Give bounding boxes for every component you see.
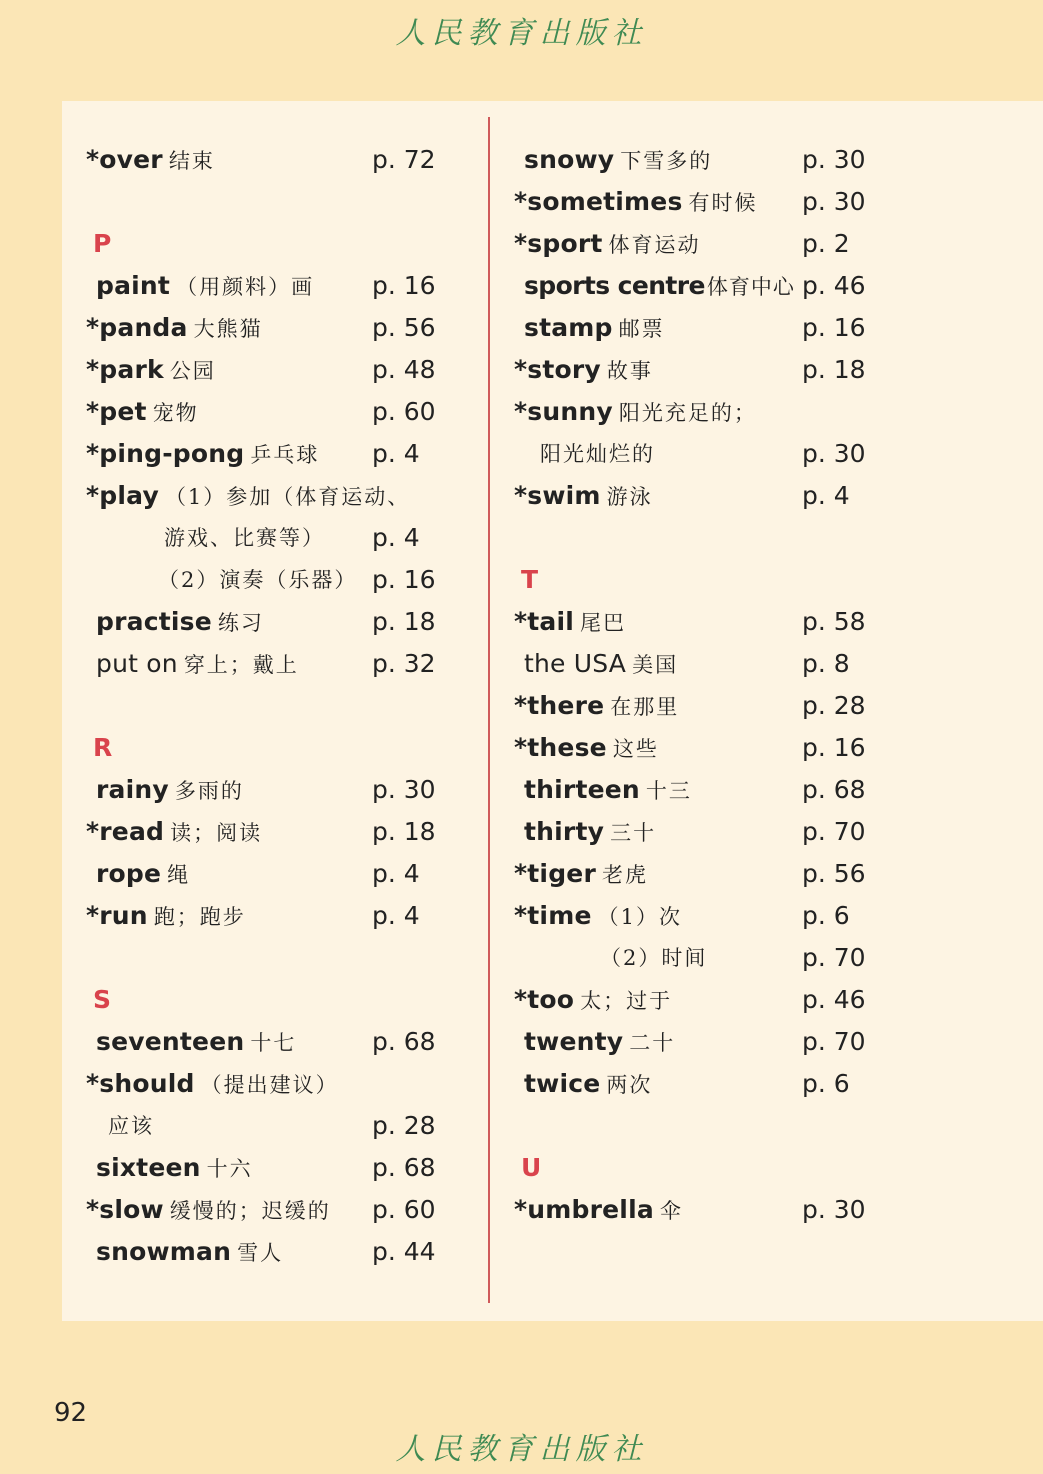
section-gap	[514, 1105, 874, 1147]
entry-translation: 老虎	[601, 863, 648, 887]
entry-page: p. 60	[372, 1195, 436, 1224]
entry-sixteen	[86, 1147, 476, 1189]
entry-word: *story	[514, 355, 601, 384]
entry-page: p. 4	[372, 439, 420, 468]
entry-translation: 结束	[168, 149, 215, 173]
entry-translation: 游戏、比赛等）	[164, 526, 325, 550]
entry-seventeen	[86, 1021, 476, 1063]
entry-practise	[86, 601, 476, 643]
entry-page: p. 18	[372, 607, 436, 636]
section-gap	[86, 937, 476, 979]
section-heading-t	[514, 559, 874, 601]
entry-sport	[514, 223, 874, 265]
section-heading-r	[86, 727, 476, 769]
entry-word: seventeen	[96, 1027, 245, 1056]
entry-page: p. 18	[372, 817, 436, 846]
entry-page: p. 46	[802, 271, 866, 300]
glossary-column-left	[86, 139, 476, 1273]
publisher-logo-top: 人民教育出版社	[395, 16, 648, 51]
entry-page: p. 16	[372, 565, 436, 594]
entry-translation: 跑；跑步	[153, 905, 246, 929]
entry-translation: 阳光灿烂的	[540, 442, 655, 466]
entry-translation: 阳光充足的；	[618, 401, 757, 425]
entry-page: p. 8	[802, 649, 850, 678]
entry-word: sixteen	[96, 1153, 201, 1182]
entry-rope	[86, 853, 476, 895]
entry-translation: 下雪多的	[620, 149, 713, 173]
entry-word: *read	[86, 817, 165, 846]
entry-word: *play	[86, 481, 159, 510]
entry-word: *umbrella	[514, 1195, 654, 1224]
entry-page: p. 30	[802, 187, 866, 216]
entry-translation: 有时候	[688, 191, 758, 215]
entry-page: p. 28	[372, 1111, 436, 1140]
entry-thirty	[514, 811, 874, 853]
entry-umbrella	[514, 1189, 874, 1231]
entry-slow	[86, 1189, 476, 1231]
entry-word: *pet	[86, 397, 147, 426]
entry-page: p. 72	[372, 145, 436, 174]
section-gap	[86, 685, 476, 727]
entry-time-sense-2	[514, 937, 874, 979]
entry-word: paint	[96, 271, 171, 300]
entry-there	[514, 685, 874, 727]
entry-sports-centre	[514, 265, 874, 307]
entry-word: snowy	[524, 145, 615, 174]
entry-page: p. 46	[802, 985, 866, 1014]
entry-translation: 十六	[206, 1157, 253, 1181]
entry-word: *sunny	[514, 397, 613, 426]
entry-translation: 游泳	[606, 485, 653, 509]
entry-word: twice	[524, 1069, 601, 1098]
entry-twice	[514, 1063, 874, 1105]
entry-the-usa	[514, 643, 874, 685]
entry-page: p. 56	[372, 313, 436, 342]
entry-over	[86, 139, 476, 181]
entry-translation: 十三	[645, 779, 692, 803]
entry-word: practise	[96, 607, 212, 636]
entry-tail	[514, 601, 874, 643]
entry-page: p. 70	[802, 1027, 866, 1056]
entry-page: p. 48	[372, 355, 436, 384]
entry-page: p. 4	[802, 481, 850, 510]
entry-translation: 尾巴	[580, 611, 627, 635]
entry-word: *should	[86, 1069, 195, 1098]
entry-page: p. 70	[802, 817, 866, 846]
entry-translation: 故事	[606, 359, 653, 383]
entry-translation: 宠物	[152, 401, 199, 425]
section-heading-u	[514, 1147, 874, 1189]
entry-page: p. 30	[802, 1195, 866, 1224]
entry-page: p. 68	[372, 1027, 436, 1056]
entry-word: thirteen	[524, 775, 640, 804]
entry-page: p. 28	[802, 691, 866, 720]
section-gap	[86, 181, 476, 223]
entry-translation: 十七	[250, 1031, 297, 1055]
entry-word: *sport	[514, 229, 603, 258]
entry-word: *park	[86, 355, 164, 384]
entry-translation: 二十	[629, 1031, 676, 1055]
entry-word: rainy	[96, 775, 169, 804]
entry-page: p. 32	[372, 649, 436, 678]
entry-play	[86, 475, 476, 517]
entry-page: p. 16	[372, 271, 436, 300]
column-divider	[488, 117, 490, 1303]
entry-word: snowman	[96, 1237, 232, 1266]
entry-translation: （2）时间	[600, 946, 708, 970]
entry-page: p. 4	[372, 523, 420, 552]
entry-translation: 伞	[659, 1199, 683, 1223]
entry-word: put on	[96, 649, 178, 678]
entry-translation: 这些	[612, 737, 659, 761]
entry-park	[86, 349, 476, 391]
entry-snowman	[86, 1231, 476, 1273]
entry-swim	[514, 475, 874, 517]
entry-translation: 体育中心	[706, 275, 795, 299]
entry-page: p. 30	[802, 439, 866, 468]
entry-read	[86, 811, 476, 853]
section-letter: U	[521, 1153, 542, 1182]
entry-snowy	[514, 139, 874, 181]
entry-translation: 多雨的	[174, 779, 244, 803]
entry-word: *sometimes	[514, 187, 683, 216]
entry-page: p. 16	[802, 733, 866, 762]
entry-page: p. 56	[802, 859, 866, 888]
entry-page: p. 30	[372, 775, 436, 804]
entry-thirteen	[514, 769, 874, 811]
entry-translation: 练习	[217, 611, 264, 635]
entry-translation: （1）参加（体育运动、	[164, 485, 411, 509]
entry-rainy	[86, 769, 476, 811]
entry-translation: 缓慢的；迟缓的	[169, 1199, 331, 1223]
entry-word: twenty	[524, 1027, 624, 1056]
entry-too	[514, 979, 874, 1021]
entry-twenty	[514, 1021, 874, 1063]
entry-word: *there	[514, 691, 605, 720]
entry-sunny-continued	[514, 433, 874, 475]
entry-panda	[86, 307, 476, 349]
entry-page: p. 2	[802, 229, 850, 258]
section-letter: P	[93, 229, 112, 258]
entry-word: *tiger	[514, 859, 596, 888]
entry-ping-pong	[86, 433, 476, 475]
entry-page: p. 30	[802, 145, 866, 174]
entry-play-sense-2	[86, 559, 476, 601]
publisher-logo-bottom: 人民教育出版社	[395, 1432, 648, 1467]
entry-translation: （提出建议）	[200, 1073, 339, 1097]
entry-word: the USA	[524, 649, 627, 678]
glossary-column-right	[514, 139, 874, 1231]
entry-put-on	[86, 643, 476, 685]
entry-translation: 绳	[167, 863, 191, 887]
entry-page: p. 44	[372, 1237, 436, 1266]
entry-word: *these	[514, 733, 607, 762]
entry-sometimes	[514, 181, 874, 223]
entry-tiger	[514, 853, 874, 895]
section-heading-s	[86, 979, 476, 1021]
entry-word: *swim	[514, 481, 601, 510]
entry-translation: 三十	[610, 821, 657, 845]
entry-word: *over	[86, 145, 163, 174]
entry-translation: 穿上；戴上	[183, 653, 299, 677]
entry-translation: （2）演奏（乐器）	[158, 568, 358, 592]
entry-word: *run	[86, 901, 148, 930]
entry-page: p. 6	[802, 1069, 850, 1098]
entry-word: *time	[514, 901, 592, 930]
entry-page: p. 70	[802, 943, 866, 972]
entry-sunny	[514, 391, 874, 433]
section-letter: R	[93, 733, 113, 762]
entry-word: *slow	[86, 1195, 164, 1224]
entry-translation: 公园	[169, 359, 216, 383]
entry-page: p. 6	[802, 901, 850, 930]
entry-page: p. 58	[802, 607, 866, 636]
entry-translation: 体育运动	[608, 233, 701, 257]
entry-these	[514, 727, 874, 769]
entry-page: p. 68	[372, 1153, 436, 1182]
entry-should	[86, 1063, 476, 1105]
entry-translation: 大熊猫	[193, 317, 263, 341]
entry-stamp	[514, 307, 874, 349]
section-letter: S	[93, 985, 112, 1014]
entry-translation: 在那里	[610, 695, 680, 719]
entry-translation: 乒乓球	[250, 443, 320, 467]
page-number: 92	[54, 1398, 88, 1428]
entry-word: *panda	[86, 313, 188, 342]
entry-page: p. 68	[802, 775, 866, 804]
entry-should-continued	[86, 1105, 476, 1147]
entry-translation: 雪人	[237, 1241, 284, 1265]
entry-translation: （1）次	[597, 905, 682, 929]
entry-story	[514, 349, 874, 391]
entry-word: sports centre	[524, 271, 705, 300]
entry-page: p. 18	[802, 355, 866, 384]
entry-play-continued	[86, 517, 476, 559]
entry-page: p. 60	[372, 397, 436, 426]
entry-page: p. 4	[372, 901, 420, 930]
section-gap	[514, 517, 874, 559]
entry-translation: （用颜料）画	[176, 275, 315, 299]
entry-run	[86, 895, 476, 937]
entry-translation: 太；过于	[580, 989, 673, 1013]
entry-paint	[86, 265, 476, 307]
section-heading-p	[86, 223, 476, 265]
entry-word: *too	[514, 985, 575, 1014]
entry-translation: 美国	[632, 653, 679, 677]
entry-page: p. 16	[802, 313, 866, 342]
entry-word: thirty	[524, 817, 605, 846]
entry-word: stamp	[524, 313, 613, 342]
entry-translation: 两次	[606, 1073, 653, 1097]
entry-time	[514, 895, 874, 937]
entry-translation: 应该	[108, 1114, 154, 1138]
entry-translation: 邮票	[618, 317, 665, 341]
entry-word: *ping-pong	[86, 439, 245, 468]
entry-pet	[86, 391, 476, 433]
section-letter: T	[521, 565, 539, 594]
entry-translation: 读；阅读	[170, 821, 263, 845]
entry-word: *tail	[514, 607, 575, 636]
entry-word: rope	[96, 859, 162, 888]
entry-page: p. 4	[372, 859, 420, 888]
